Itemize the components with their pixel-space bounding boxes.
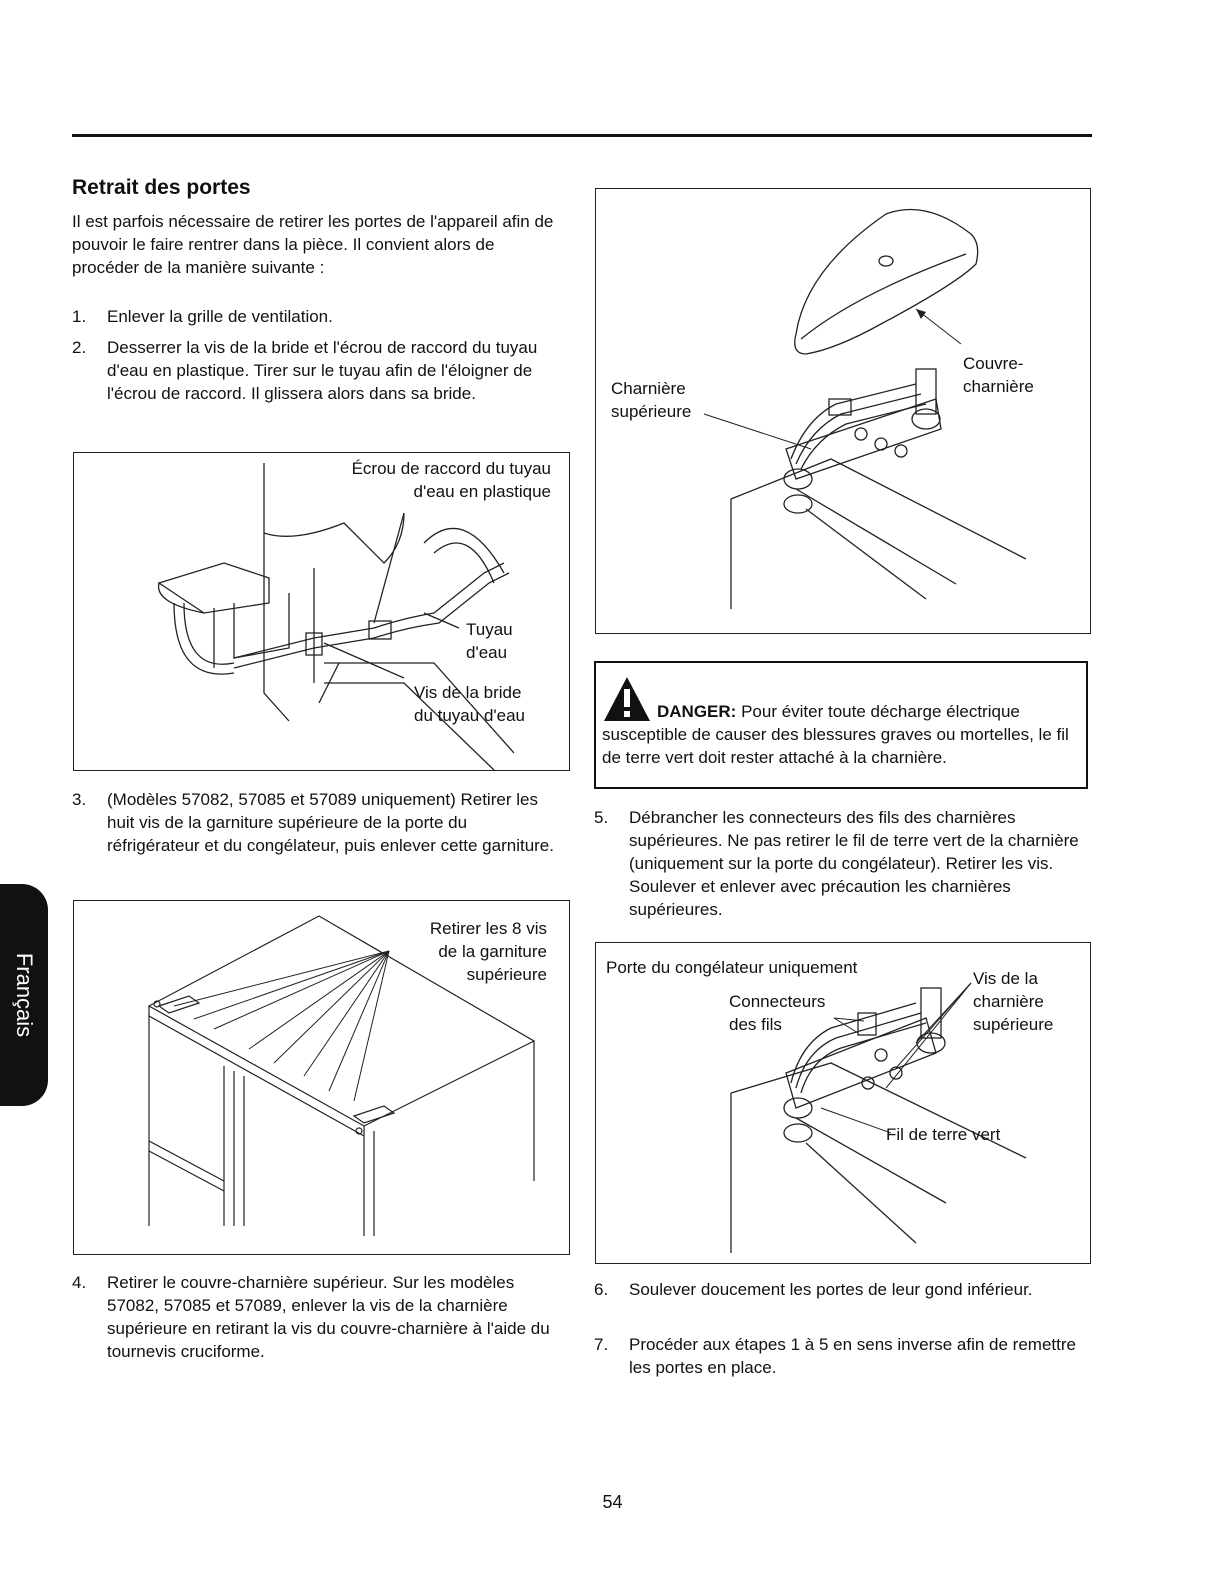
danger-message: Pour éviter toute décharge électrique susceptible de causer des blessures graves ou mortelles, le fil de terre vert doit rester attaché à la charnière. <box>602 702 1069 767</box>
step-4 <box>72 1271 562 1366</box>
step-number: 2. <box>72 338 87 357</box>
hinge-label: Charnière supérieure <box>611 379 692 421</box>
step-number: 6. <box>594 1280 609 1299</box>
step-text: Soulever doucement les portes de leur gond inférieur. <box>629 1280 1033 1299</box>
hinge-cover-figure <box>595 188 1091 634</box>
step-text: Enlever la grille de ventilation. <box>107 307 333 326</box>
intro-paragraph: Il est parfois nécessaire de retirer les portes de l'appareil afin de pouvoir le faire rentrer dans la pièce. Il convient alors de procéder de la manière suivante : <box>72 212 554 277</box>
step-text: Procéder aux étapes 1 à 5 en sens inverse afin de remettre les portes en place. <box>629 1335 1076 1377</box>
step-7 <box>594 1333 1088 1381</box>
section-title: Retrait des portes <box>72 176 251 199</box>
step-number: 1. <box>72 307 87 326</box>
step-text: Desserrer la vis de la bride et l'écrou de raccord du tuyau d'eau en plastique. Tirer sur le tuyau afin de l'éloigner de l'écrou de raccord. Il glissera alors dans sa bride. <box>107 338 538 403</box>
nut-label: Écrou de raccord du tuyau d'eau en plastique <box>351 459 551 501</box>
step-text: Retirer le couvre-charnière supérieur. Sur les modèles 57082, 57085 et 57089, enlever la vis de la charnière supérieure en retirant la vis du couvre-charnière à l'aide du tournevis cruciforme. <box>107 1273 550 1361</box>
wire-connectors-label: Connecteurs des fils <box>729 992 826 1034</box>
step-number: 4. <box>72 1273 87 1292</box>
danger-label: DANGER: <box>657 702 737 721</box>
page-number: 54 <box>602 1492 623 1512</box>
step-text: Débrancher les connecteurs des fils des charnières supérieures. Ne pas retirer le fil de terre vert de la charnière (uniquement sur la porte du congélateur). Retirer les vis. Soulever et enlever avec précaution les charnières supérieures. <box>629 808 1079 919</box>
step-6 <box>594 1278 1088 1326</box>
step-number: 5. <box>594 808 609 827</box>
danger-text <box>602 700 1072 769</box>
trim-screws-label: Retirer les 8 vis de la garniture supérieure <box>429 919 547 984</box>
step-number: 7. <box>594 1335 609 1354</box>
header-rule <box>72 134 1092 137</box>
clamp-screw-label: Vis de la bride du tuyau d'eau <box>414 683 526 725</box>
freezer-hinge-figure <box>595 942 1091 1264</box>
step-1 <box>72 305 562 329</box>
green-ground-wire-label: Fil de terre vert <box>886 1125 1001 1144</box>
step-number: 3. <box>72 790 87 809</box>
language-tab-label: Français <box>12 952 37 1038</box>
trim-screws-figure <box>73 900 570 1255</box>
language-tab <box>0 884 48 1106</box>
step-2 <box>72 336 562 431</box>
step-text: (Modèles 57082, 57085 et 57089 uniquement) Retirer les huit vis de la garniture supérieure de la porte du réfrigérateur et du congélateur, puis enlever cette garniture. <box>107 790 554 855</box>
hinge-screws-label: Vis de la charnière supérieure <box>973 969 1054 1034</box>
hinge-cover-label: Couvre- charnière <box>963 354 1034 396</box>
danger-box <box>594 661 1088 789</box>
freezer-only-label: Porte du congélateur uniquement <box>606 958 858 977</box>
step-3 <box>72 788 562 883</box>
water-tube-figure <box>73 452 570 771</box>
step-5 <box>594 806 1088 924</box>
tube-label: Tuyau d'eau <box>466 620 513 662</box>
